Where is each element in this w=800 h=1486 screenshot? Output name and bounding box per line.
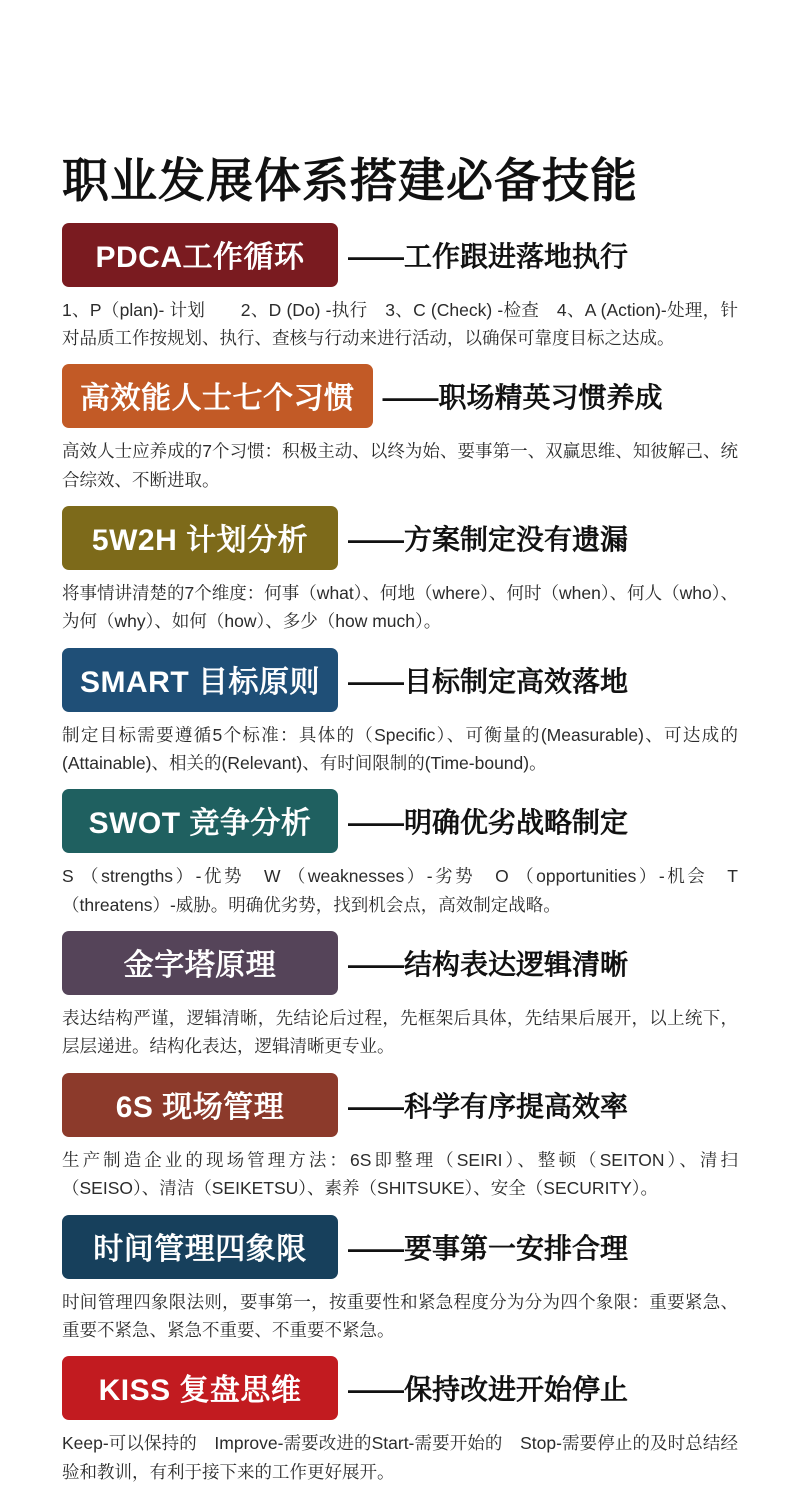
skill-headline: ——结构表达逻辑清晰 bbox=[348, 949, 629, 981]
skill-section bbox=[62, 931, 738, 1061]
skill-description: S （strengths）-优势 W （weaknesses）-劣势 O （opportunities）-机会 T （threatens）-威胁。明确优劣势，找到机会点，高效制定战略。 bbox=[62, 866, 738, 915]
skill-header-row bbox=[62, 223, 738, 287]
skill-header-row bbox=[62, 931, 738, 995]
skill-description: 时间管理四象限法则，要事第一，按重要性和紧急程度分为分为四个象限：重要紧急、重要不紧急、紧急不重要、不重要不紧急。 bbox=[62, 1291, 738, 1340]
skill-headline: ——要事第一安排合理 bbox=[348, 1232, 629, 1264]
skill-description: 1、P（plan)- 计划 2、D (Do) -执行 3、C (Check) -检查 4、A (Action)-处理，针对品质工作按规划、执行、查核与行动来进行活动，以确保可靠度目标之达成。 bbox=[62, 299, 738, 349]
skill-section bbox=[62, 364, 738, 494]
skill-headline: ——保持改进开始停止 bbox=[348, 1374, 629, 1406]
skill-tag: KISS 复盘思维 bbox=[62, 1356, 338, 1420]
skill-tag: 5W2H 计划分析 bbox=[62, 506, 338, 570]
skill-header-row bbox=[62, 648, 738, 712]
skill-description: 将事情讲清楚的7个维度：何事（what）、何地（where）、何时（when）、何人（who）、为何（why）、如何（how）、多少（how much）。 bbox=[62, 583, 738, 632]
skill-section bbox=[62, 789, 738, 919]
skill-tag: SWOT 竞争分析 bbox=[62, 789, 338, 853]
skill-tag: SMART 目标原则 bbox=[62, 648, 338, 712]
skill-section bbox=[62, 648, 738, 778]
skill-tag: 时间管理四象限 bbox=[62, 1215, 338, 1279]
skill-headline: ——科学有序提高效率 bbox=[348, 1090, 629, 1122]
skill-section bbox=[62, 1073, 738, 1203]
skill-header-row bbox=[62, 789, 738, 853]
skill-description: 制定目标需要遵循5个标准：具体的（Specific）、可衡量的(Measurable)、可达成的(Attainable)、相关的(Relevant)、有时间限制的(Time-bound)。 bbox=[62, 724, 738, 774]
sections-list bbox=[62, 223, 738, 1486]
skill-tag: 金字塔原理 bbox=[62, 931, 338, 995]
skill-tag: 高效能人士七个习惯 bbox=[62, 364, 373, 428]
skill-headline: ——明确优劣战略制定 bbox=[348, 807, 629, 839]
skill-description: 生产制造企业的现场管理方法：6S即整理（SEIRI）、整顿（SEITON）、清扫（SEISO）、清洁（SEIKETSU）、素养（SHITSUKE）、安全（SECURITY）。 bbox=[62, 1149, 738, 1199]
skill-headline: ——目标制定高效落地 bbox=[348, 665, 629, 697]
skill-header-row bbox=[62, 506, 738, 570]
skill-section bbox=[62, 1356, 738, 1486]
skill-header-row bbox=[62, 1215, 738, 1279]
skill-header-row bbox=[62, 1073, 738, 1137]
skill-description: 表达结构严谨，逻辑清晰，先结论后过程，先框架后具体，先结果后展开，以上统下，层层递进。结构化表达，逻辑清晰更专业。 bbox=[62, 1008, 738, 1057]
skill-description: Keep-可以保持的 Improve-需要改进的Start-需要开始的 Stop-需要停止的及时总结经验和教训，有利于接下来的工作更好展开。 bbox=[62, 1433, 738, 1482]
skill-section bbox=[62, 1215, 738, 1345]
skill-section bbox=[62, 223, 738, 353]
page-title: 职业发展体系搭建必备技能 bbox=[62, 154, 638, 207]
skill-tag: 6S 现场管理 bbox=[62, 1073, 338, 1137]
skill-header-row bbox=[62, 364, 738, 428]
skill-headline: ——职场精英习惯养成 bbox=[382, 382, 663, 414]
skill-tag: PDCA工作循环 bbox=[62, 223, 338, 287]
skill-description: 高效人士应养成的7个习惯：积极主动、以终为始、要事第一、双赢思维、知彼解己、统合综效、不断进取。 bbox=[62, 441, 738, 490]
skill-header-row bbox=[62, 1356, 738, 1420]
skill-headline: ——方案制定没有遗漏 bbox=[348, 524, 629, 556]
skill-section bbox=[62, 506, 738, 636]
skill-headline: ——工作跟进落地执行 bbox=[348, 240, 629, 272]
